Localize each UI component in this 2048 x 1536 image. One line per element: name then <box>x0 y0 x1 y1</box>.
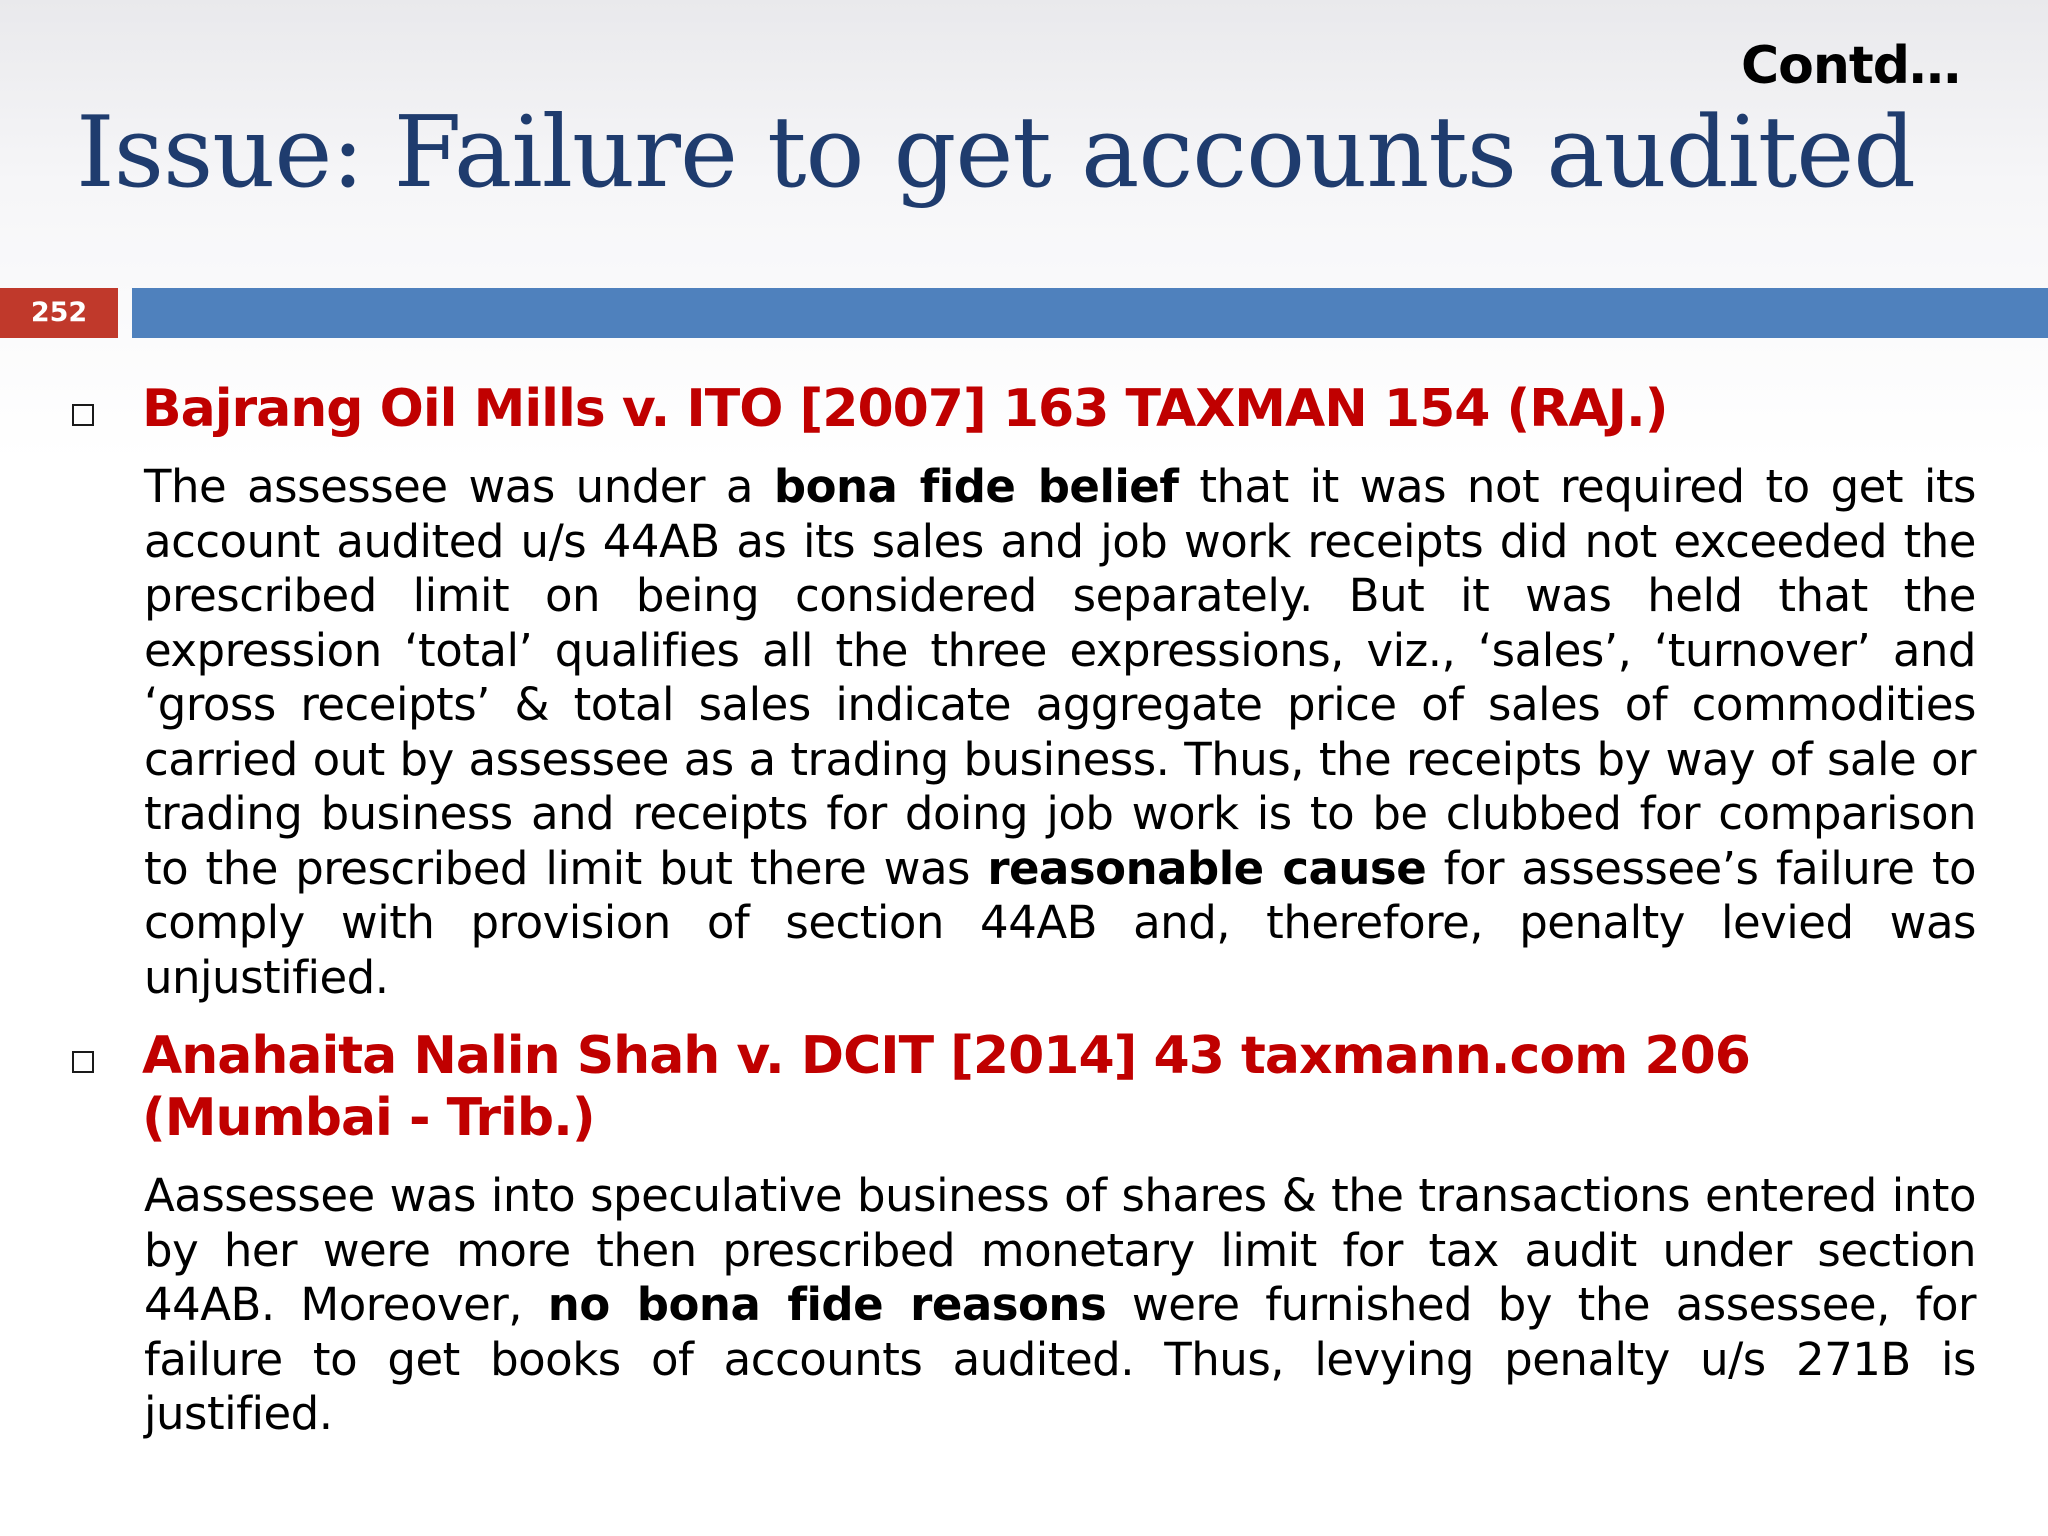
contd-label: Contd… <box>1741 36 1960 96</box>
header-rule-bar <box>132 288 2048 338</box>
case-item <box>72 1025 1976 1442</box>
slide-number-badge: 252 <box>0 288 118 338</box>
case-description-text: that it was not required to get its account audited u/s 44AB as its sales and job work receipts did not exceeded the prescribed limit on being considered separately. But it was held that the expression ‘total’ qualifies all the three expressions, viz., ‘sales’, ‘turnover’ and ‘gross receipts’ & total sales indicate aggregate price of sales of commodities carried out by assessee as a trading business. Thus, the receipts by way of sale or trading business and receipts for doing job work is to be clubbed for comparison to the prescribed limit but there was <box>144 460 1977 895</box>
case-description-text: Aassessee was into speculative business of shares & the transactions entered into by her were more then prescribed monetary limit for tax audit under section 44AB. Moreover, <box>144 1169 1976 1331</box>
case-description-emphasis: reasonable cause <box>987 841 1427 895</box>
case-bullet <box>72 1025 1976 1149</box>
case-description <box>144 1169 1976 1442</box>
case-description <box>144 460 1976 1005</box>
case-description-text: for assessee’s failure to comply with provision of section 44AB and, therefore, penalty levied was unjustified. <box>144 841 1976 1004</box>
case-title: Bajrang Oil Mills v. ITO [2007] 163 TAXMAN 154 (RAJ.) <box>142 379 1668 439</box>
case-item <box>72 378 1976 1005</box>
square-bullet-icon <box>72 1051 94 1073</box>
square-bullet-icon <box>72 404 94 426</box>
case-title: Anahaita Nalin Shah v. DCIT [2014] 43 taxmann.com 206 (Mumbai - Trib.) <box>142 1026 1750 1148</box>
case-description-emphasis: bona fide belief <box>773 460 1179 513</box>
case-description-text: The assessee was under a <box>144 460 774 513</box>
slide-title: Issue: Failure to get accounts audited <box>76 96 1915 210</box>
case-bullet <box>72 378 1976 440</box>
slide-content <box>72 378 1976 1442</box>
case-description-text: were furnished by the assessee, for failure to get books of accounts audited. Thus, levying penalty u/s 271B is justified. <box>144 1278 1976 1440</box>
case-description-emphasis: no bona fide reasons <box>547 1278 1107 1331</box>
